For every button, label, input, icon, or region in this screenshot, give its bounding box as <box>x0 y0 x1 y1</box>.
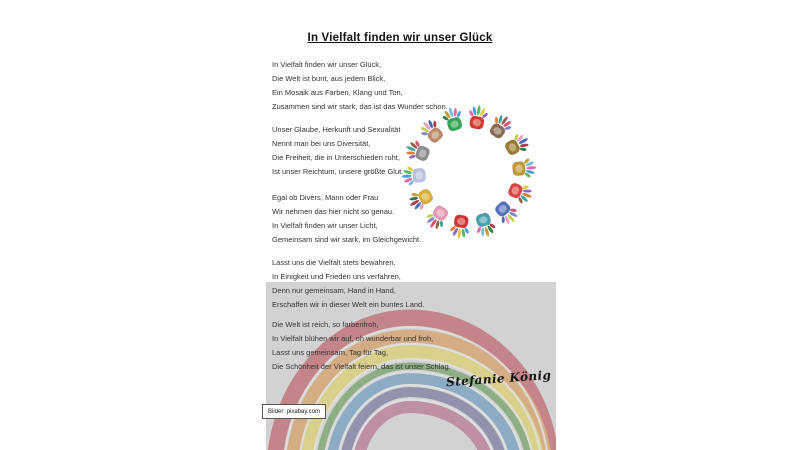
poem-line: Ist unser Reichtum, unsere größte Glut. <box>272 167 404 176</box>
poem-stanza-5 <box>272 318 451 374</box>
poem-stanza-3 <box>272 191 421 247</box>
poem-line: Erschaffen wir in dieser Welt ein buntes Land. <box>272 300 425 309</box>
poem-stanza-2 <box>272 123 403 179</box>
page-title: In Vielfalt finden wir unser Glück <box>307 32 493 44</box>
poem-line: In Vielfalt blühen wir auf, oh wunderbar und froh, <box>272 334 434 343</box>
poem-line: Lasst uns gemeinsam, Tag für Tag, <box>272 348 389 357</box>
poem-line: Unser Glaube, Herkunft und Sexualität <box>272 125 401 134</box>
poem-line: Gemeinsam sind wir stark, im Gleichgewicht. <box>272 235 422 244</box>
poem-line: Egal ob Divers, Mann oder Frau <box>272 193 379 202</box>
poem-line: Wir nehmen das hier nicht so genau. <box>272 207 395 216</box>
poem-line: In Vielfalt finden wir unser Licht, <box>272 221 378 230</box>
poem-stanza-4 <box>272 256 424 312</box>
poem-line: Nennt man bei uns Diversität, <box>272 139 371 148</box>
image-credit-label: Bilder: pixabay.com <box>268 408 320 415</box>
poem-line: Die Schönheit der Vielfalt feiern, das ist unser Schlag. <box>272 362 451 371</box>
poem-line: Denn nur gemeinsam, Hand in Hand, <box>272 286 396 295</box>
poem-line: Lasst uns die Vielfalt stets bewahren, <box>272 258 396 267</box>
poem-line: Die Freiheit, die in Unterschieden ruht, <box>272 153 400 162</box>
signature: Stefanie König <box>445 367 552 390</box>
poem-line: Ein Mosaik aus Farben, Klang und Ton, <box>272 88 403 97</box>
poem-line: Die Welt ist reich, so farbenfroh, <box>272 320 379 329</box>
poem-stanza-1 <box>272 58 448 114</box>
poem-line: Die Welt ist bunt, aus jedem Blick, <box>272 74 386 83</box>
image-credit-box <box>262 404 326 419</box>
poem-line: Zusammen sind wir stark, das ist das Wunder schon. <box>272 102 448 111</box>
poem-line: In Einigkeit und Frieden uns verfahren, <box>272 272 401 281</box>
poem-line: In Vielfalt finden wir unser Glück, <box>272 60 382 69</box>
